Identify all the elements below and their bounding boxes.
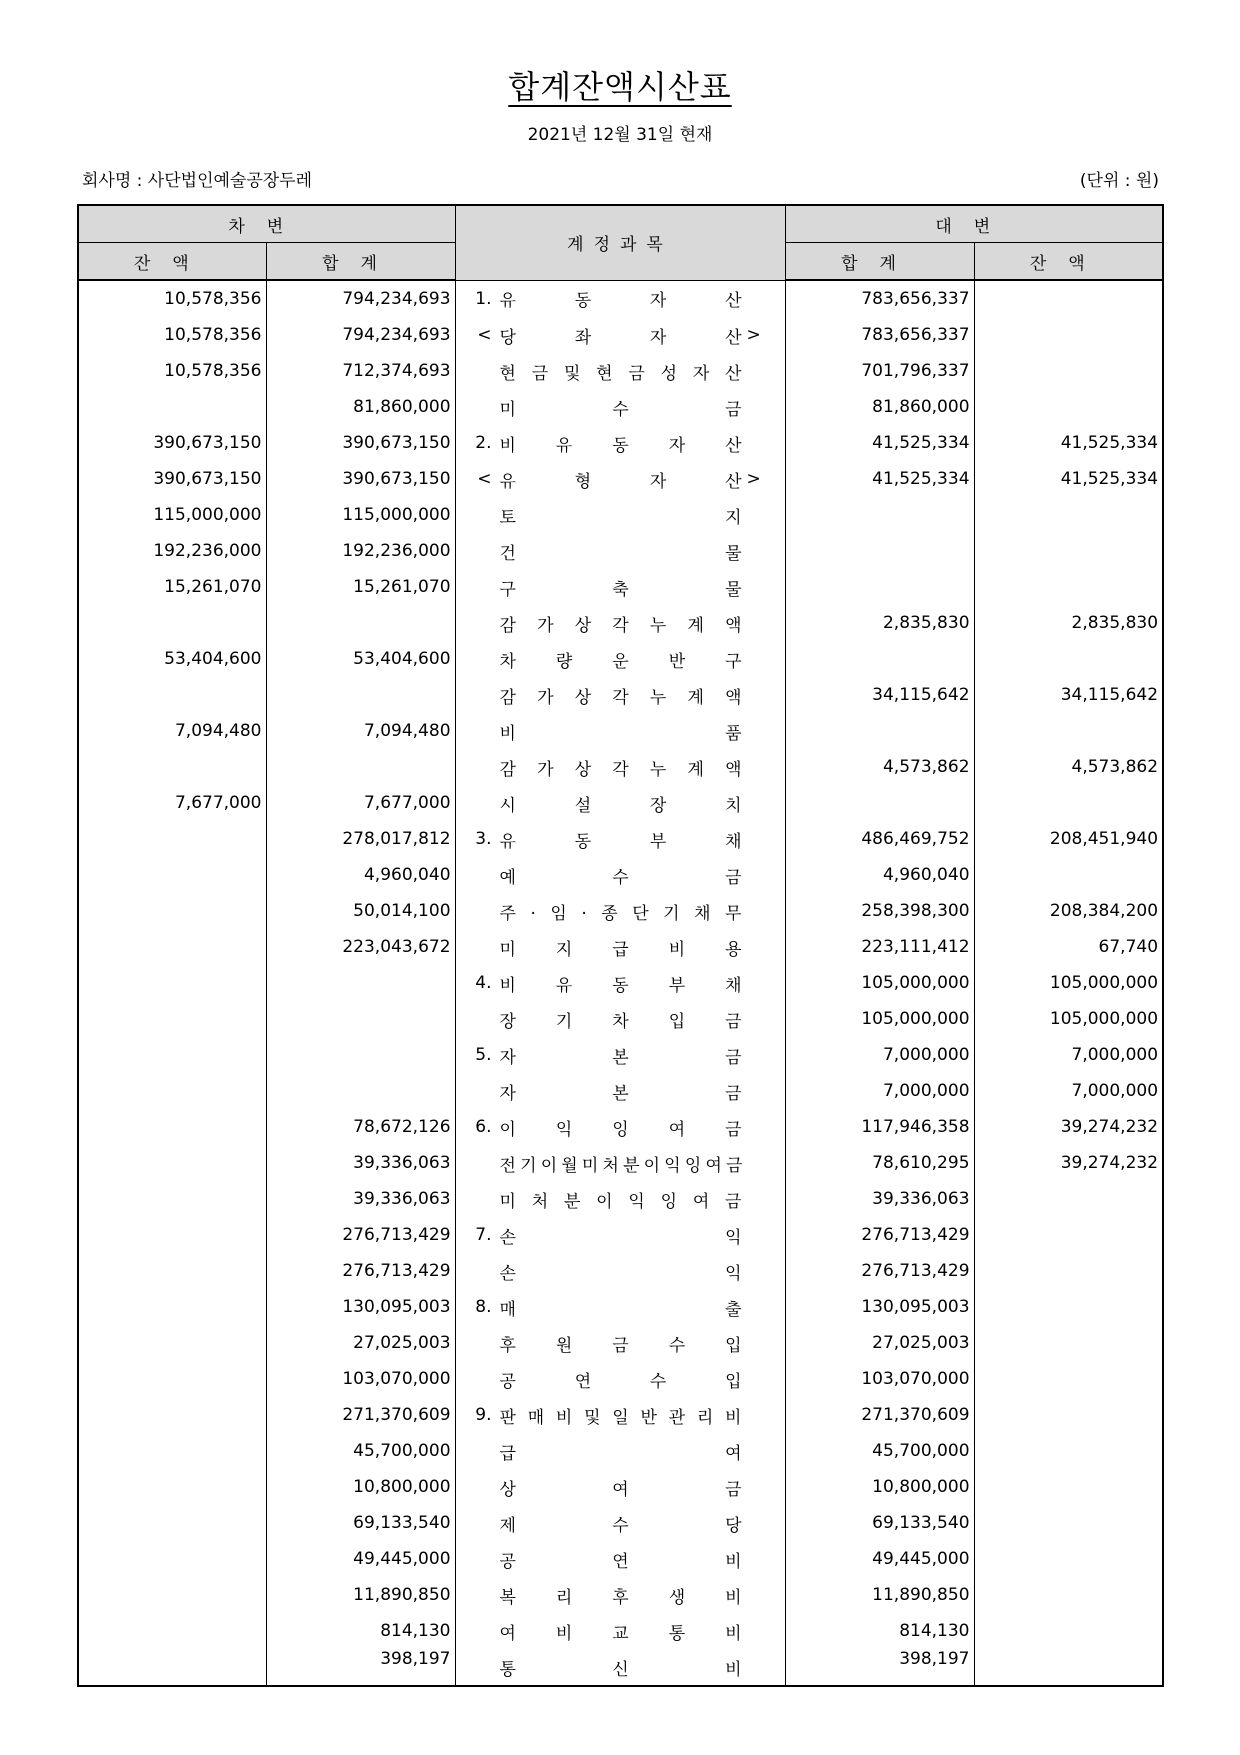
debit-balance-cell: 115,000,000 [78, 497, 266, 533]
debit-balance-cell [78, 1181, 266, 1217]
debit-total-cell: 390,673,150 [266, 461, 455, 497]
credit-balance-cell [974, 1649, 1163, 1686]
credit-total-cell [785, 641, 974, 677]
account-name: 차 량 운 반 구 [499, 651, 742, 672]
credit-total-cell: 4,960,040 [785, 857, 974, 893]
account-cell [455, 785, 785, 821]
credit-total-cell: 81,860,000 [785, 389, 974, 425]
debit-total-cell: 794,234,693 [266, 317, 455, 353]
account-name: 전 기 이 월 미 처 분 이 익 잉 여 금 [499, 1155, 742, 1176]
table-row [78, 389, 1163, 425]
debit-balance-cell [78, 389, 266, 425]
account-name: 구 축 물 [499, 579, 742, 600]
credit-balance-cell [974, 533, 1163, 569]
credit-total-cell: 486,469,752 [785, 821, 974, 857]
debit-total-cell: 7,677,000 [266, 785, 455, 821]
credit-total-cell: 4,573,862 [785, 749, 974, 785]
table-row [78, 1361, 1163, 1397]
credit-balance-cell: 208,384,200 [974, 893, 1163, 929]
company-name: 회사명 : 사단법인예술공장두레 [82, 171, 313, 191]
account-cell [455, 317, 785, 353]
credit-total-cell: 223,111,412 [785, 929, 974, 965]
debit-balance-cell [78, 1505, 266, 1541]
debit-total-cell: 53,404,600 [266, 641, 455, 677]
credit-balance-cell [974, 1289, 1163, 1325]
credit-balance-cell [974, 280, 1163, 317]
table-row [78, 533, 1163, 569]
debit-balance-cell [78, 1613, 266, 1649]
credit-total-cell [785, 569, 974, 605]
account-name: 자 본 금 [499, 1083, 742, 1104]
debit-balance-cell: 10,578,356 [78, 353, 266, 389]
credit-balance-cell [974, 1181, 1163, 1217]
debit-balance-cell [78, 1253, 266, 1289]
table-row [78, 857, 1163, 893]
currency-unit: (단위 : 원) [1079, 171, 1159, 191]
debit-balance-cell [78, 749, 266, 785]
credit-total-cell: 49,445,000 [785, 1541, 974, 1577]
table-row [78, 1541, 1163, 1577]
debit-total-cell [266, 749, 455, 785]
account-cell [455, 641, 785, 677]
account-name: 매 출 [499, 1299, 742, 1320]
account-cell [455, 533, 785, 569]
account-cell [455, 605, 785, 641]
debit-balance-cell: 10,578,356 [78, 317, 266, 353]
debit-total-cell: 271,370,609 [266, 1397, 455, 1433]
account-prefix: 9. [475, 1405, 492, 1425]
debit-balance-cell [78, 1433, 266, 1469]
account-name: 당 좌 자 산 [499, 327, 742, 348]
account-prefix: 4. [475, 973, 492, 993]
account-cell [455, 1037, 785, 1073]
credit-balance-cell: 2,835,830 [974, 605, 1163, 641]
account-cell [455, 1397, 785, 1433]
account-prefix: < [477, 469, 492, 489]
debit-total-cell: 103,070,000 [266, 1361, 455, 1397]
credit-total-cell: 7,000,000 [785, 1037, 974, 1073]
credit-total-cell: 2,835,830 [785, 605, 974, 641]
account-name: 미 수 금 [499, 399, 742, 420]
credit-total-cell: 814,130 [785, 1613, 974, 1649]
debit-total-cell [266, 965, 455, 1001]
debit-total-header: 합계 [266, 243, 455, 281]
credit-total-cell [785, 497, 974, 533]
debit-balance-cell [78, 1541, 266, 1577]
table-row [78, 569, 1163, 605]
credit-balance-cell [974, 1433, 1163, 1469]
account-cell [455, 1433, 785, 1469]
debit-balance-cell [78, 965, 266, 1001]
debit-total-cell: 39,336,063 [266, 1181, 455, 1217]
account-name: 판 매 비 및 일 반 관 리 비 [499, 1407, 742, 1428]
debit-balance-cell: 53,404,600 [78, 641, 266, 677]
account-prefix: 7. [475, 1225, 492, 1245]
debit-total-cell: 81,860,000 [266, 389, 455, 425]
account-cell [455, 857, 785, 893]
table-row [78, 1397, 1163, 1433]
account-cell [455, 1505, 785, 1541]
account-name: 주 . 임 . 종 단 기 채 무 [499, 898, 742, 924]
table-row [78, 641, 1163, 677]
credit-balance-cell [974, 1325, 1163, 1361]
debit-total-cell [266, 1037, 455, 1073]
debit-total-cell: 115,000,000 [266, 497, 455, 533]
debit-balance-cell: 390,673,150 [78, 461, 266, 497]
debit-total-cell [266, 677, 455, 713]
table-row [78, 929, 1163, 965]
credit-balance-cell [974, 497, 1163, 533]
credit-total-cell: 41,525,334 [785, 461, 974, 497]
debit-balance-cell [78, 605, 266, 641]
credit-total-header: 합계 [785, 243, 974, 281]
debit-balance-cell [78, 1217, 266, 1253]
account-name: 현 금 및 현 금 성 자 산 [499, 363, 742, 384]
debit-total-cell: 390,673,150 [266, 425, 455, 461]
account-name: 급 여 [499, 1443, 742, 1464]
debit-total-cell: 69,133,540 [266, 1505, 455, 1541]
debit-total-cell: 49,445,000 [266, 1541, 455, 1577]
table-row [78, 1109, 1163, 1145]
account-cell [455, 1469, 785, 1505]
debit-balance-cell [78, 1001, 266, 1037]
account-cell [455, 1289, 785, 1325]
credit-balance-cell: 105,000,000 [974, 1001, 1163, 1037]
account-name: 상 여 금 [499, 1479, 742, 1500]
credit-balance-cell [974, 713, 1163, 749]
debit-balance-cell [78, 1577, 266, 1613]
credit-balance-cell [974, 1217, 1163, 1253]
account-cell [455, 749, 785, 785]
account-suffix: > [746, 469, 761, 489]
credit-balance-cell [974, 317, 1163, 353]
account-cell [455, 821, 785, 857]
table-row [78, 1181, 1163, 1217]
credit-total-cell: 39,336,063 [785, 1181, 974, 1217]
account-cell [455, 1541, 785, 1577]
debit-balance-cell [78, 929, 266, 965]
credit-total-cell: 45,700,000 [785, 1433, 974, 1469]
credit-balance-cell: 67,740 [974, 929, 1163, 965]
account-cell [455, 389, 785, 425]
account-name: 통 신 비 [499, 1659, 742, 1680]
account-cell [455, 280, 785, 317]
table-row [78, 1649, 1163, 1686]
account-name: 손 익 [499, 1263, 742, 1284]
credit-balance-cell [974, 1397, 1163, 1433]
debit-balance-cell: 192,236,000 [78, 533, 266, 569]
credit-balance-cell: 34,115,642 [974, 677, 1163, 713]
table-row [78, 1253, 1163, 1289]
debit-balance-cell [78, 893, 266, 929]
debit-total-cell: 39,336,063 [266, 1145, 455, 1181]
account-cell [455, 1325, 785, 1361]
account-cell [455, 353, 785, 389]
account-name: 감 가 상 각 누 계 액 [499, 615, 742, 636]
debit-balance-cell [78, 821, 266, 857]
table-row [78, 1289, 1163, 1325]
credit-total-cell: 78,610,295 [785, 1145, 974, 1181]
account-name: 토 지 [499, 507, 742, 528]
debit-total-cell: 398,197 [266, 1649, 455, 1686]
table-row [78, 1613, 1163, 1649]
trial-balance-table [77, 204, 1164, 1687]
account-cell [455, 497, 785, 533]
account-name: 비 품 [499, 723, 742, 744]
debit-total-cell: 223,043,672 [266, 929, 455, 965]
credit-total-cell: 11,890,850 [785, 1577, 974, 1613]
table-row [78, 893, 1163, 929]
account-name: 손 익 [499, 1227, 742, 1248]
debit-balance-cell: 15,261,070 [78, 569, 266, 605]
account-cell [455, 1073, 785, 1109]
table-row [78, 965, 1163, 1001]
table-row [78, 749, 1163, 785]
credit-total-cell: 130,095,003 [785, 1289, 974, 1325]
account-cell [455, 713, 785, 749]
credit-balance-cell: 4,573,862 [974, 749, 1163, 785]
credit-total-cell [785, 785, 974, 821]
credit-balance-cell [974, 1541, 1163, 1577]
account-cell [455, 1649, 785, 1686]
account-prefix: < [477, 325, 492, 345]
account-name: 감 가 상 각 누 계 액 [499, 687, 742, 708]
debit-header: 차변 [78, 205, 455, 243]
account-name: 유 동 부 채 [499, 831, 742, 852]
credit-balance-header: 잔액 [974, 243, 1163, 281]
debit-total-cell [266, 1001, 455, 1037]
account-name: 공 연 수 입 [499, 1371, 742, 1392]
account-name: 복 리 후 생 비 [499, 1587, 742, 1608]
credit-total-cell: 27,025,003 [785, 1325, 974, 1361]
credit-total-cell: 41,525,334 [785, 425, 974, 461]
account-cell [455, 965, 785, 1001]
table-row [78, 785, 1163, 821]
debit-total-cell: 11,890,850 [266, 1577, 455, 1613]
table-row [78, 1145, 1163, 1181]
debit-total-cell: 276,713,429 [266, 1253, 455, 1289]
debit-balance-cell: 390,673,150 [78, 425, 266, 461]
credit-balance-cell [974, 857, 1163, 893]
table-row [78, 497, 1163, 533]
account-name: 이 익 잉 여 금 [499, 1119, 742, 1140]
credit-balance-cell: 41,525,334 [974, 425, 1163, 461]
account-name: 자 본 금 [499, 1047, 742, 1068]
table-row [78, 1577, 1163, 1613]
debit-balance-cell: 7,677,000 [78, 785, 266, 821]
debit-total-cell [266, 605, 455, 641]
table-row [78, 1325, 1163, 1361]
debit-balance-cell [78, 1397, 266, 1433]
table-row [78, 1217, 1163, 1253]
credit-balance-cell [974, 1613, 1163, 1649]
credit-total-cell: 34,115,642 [785, 677, 974, 713]
credit-balance-cell: 41,525,334 [974, 461, 1163, 497]
table-body [78, 280, 1163, 1686]
page-title: 합계잔액시산표 [508, 68, 732, 106]
credit-total-cell: 276,713,429 [785, 1217, 974, 1253]
debit-balance-header: 잔액 [78, 243, 266, 281]
account-prefix: 8. [475, 1297, 492, 1317]
credit-balance-cell [974, 353, 1163, 389]
debit-balance-cell: 10,578,356 [78, 280, 266, 317]
debit-total-cell: 7,094,480 [266, 713, 455, 749]
credit-total-cell: 258,398,300 [785, 893, 974, 929]
credit-balance-cell [974, 785, 1163, 821]
credit-balance-cell [974, 1469, 1163, 1505]
credit-total-cell: 7,000,000 [785, 1073, 974, 1109]
credit-total-cell: 701,796,337 [785, 353, 974, 389]
credit-total-cell: 103,070,000 [785, 1361, 974, 1397]
table-row [78, 280, 1163, 317]
debit-balance-cell [78, 857, 266, 893]
credit-balance-cell [974, 1253, 1163, 1289]
debit-total-cell: 27,025,003 [266, 1325, 455, 1361]
credit-total-cell: 69,133,540 [785, 1505, 974, 1541]
debit-total-cell: 814,130 [266, 1613, 455, 1649]
credit-total-cell: 105,000,000 [785, 965, 974, 1001]
account-cell [455, 893, 785, 929]
account-cell [455, 425, 785, 461]
table-row [78, 1505, 1163, 1541]
debit-total-cell: 78,672,126 [266, 1109, 455, 1145]
debit-total-cell: 276,713,429 [266, 1217, 455, 1253]
table-row [78, 1469, 1163, 1505]
account-name: 유 형 자 산 [499, 471, 742, 492]
account-name: 장 기 차 입 금 [499, 1011, 742, 1032]
account-prefix: 2. [475, 433, 492, 453]
credit-balance-cell [974, 569, 1163, 605]
account-name: 건 물 [499, 543, 742, 564]
credit-balance-cell: 39,274,232 [974, 1109, 1163, 1145]
account-prefix: 3. [475, 829, 492, 849]
account-cell [455, 1253, 785, 1289]
debit-total-cell: 192,236,000 [266, 533, 455, 569]
credit-header: 대변 [785, 205, 1163, 243]
account-cell [455, 1145, 785, 1181]
credit-balance-cell: 7,000,000 [974, 1037, 1163, 1073]
credit-total-cell: 10,800,000 [785, 1469, 974, 1505]
account-prefix: 6. [475, 1117, 492, 1137]
credit-balance-cell [974, 1577, 1163, 1613]
account-prefix: 5. [475, 1045, 492, 1065]
table-row [78, 821, 1163, 857]
debit-total-cell: 45,700,000 [266, 1433, 455, 1469]
credit-balance-cell: 105,000,000 [974, 965, 1163, 1001]
credit-total-cell [785, 713, 974, 749]
debit-balance-cell [78, 1289, 266, 1325]
account-name: 여 비 교 통 비 [499, 1623, 742, 1644]
account-name: 미 지 급 비 용 [499, 939, 742, 960]
credit-total-cell: 117,946,358 [785, 1109, 974, 1145]
debit-balance-cell [78, 1361, 266, 1397]
credit-total-cell: 271,370,609 [785, 1397, 974, 1433]
table-row [78, 1037, 1163, 1073]
table-row [78, 425, 1163, 461]
debit-total-cell [266, 1073, 455, 1109]
credit-total-cell: 783,656,337 [785, 317, 974, 353]
debit-total-cell: 10,800,000 [266, 1469, 455, 1505]
table-row [78, 317, 1163, 353]
credit-total-cell [785, 533, 974, 569]
account-name: 비 유 동 자 산 [499, 435, 742, 456]
debit-total-cell: 50,014,100 [266, 893, 455, 929]
credit-balance-cell: 7,000,000 [974, 1073, 1163, 1109]
credit-total-cell: 276,713,429 [785, 1253, 974, 1289]
debit-balance-cell [78, 1073, 266, 1109]
account-cell [455, 1613, 785, 1649]
account-cell [455, 1361, 785, 1397]
account-name: 유 동 자 산 [499, 291, 742, 312]
report-date: 2021년 12월 31일 현재 [527, 125, 713, 145]
debit-total-cell: 130,095,003 [266, 1289, 455, 1325]
debit-balance-cell [78, 1037, 266, 1073]
account-name: 공 연 비 [499, 1551, 742, 1572]
credit-balance-cell [974, 1361, 1163, 1397]
credit-total-cell: 783,656,337 [785, 280, 974, 317]
account-name: 미 처 분 이 익 잉 여 금 [499, 1191, 742, 1212]
account-cell [455, 461, 785, 497]
debit-total-cell: 794,234,693 [266, 280, 455, 317]
debit-total-cell: 278,017,812 [266, 821, 455, 857]
account-name: 감 가 상 각 누 계 액 [499, 759, 742, 780]
table-row [78, 1001, 1163, 1037]
account-cell [455, 1109, 785, 1145]
account-name: 예 수 금 [499, 867, 742, 888]
credit-total-cell: 105,000,000 [785, 1001, 974, 1037]
account-cell [455, 1217, 785, 1253]
credit-balance-cell: 39,274,232 [974, 1145, 1163, 1181]
credit-balance-cell [974, 641, 1163, 677]
credit-balance-cell [974, 1505, 1163, 1541]
account-suffix: > [746, 325, 761, 345]
account-cell [455, 569, 785, 605]
table-row [78, 605, 1163, 641]
debit-balance-cell [78, 1325, 266, 1361]
debit-total-cell: 4,960,040 [266, 857, 455, 893]
account-header: 계정과목 [455, 205, 785, 280]
credit-total-cell: 398,197 [785, 1649, 974, 1686]
account-name: 후 원 금 수 입 [499, 1335, 742, 1356]
table-row [78, 353, 1163, 389]
debit-balance-cell [78, 1469, 266, 1505]
table-row [78, 1073, 1163, 1109]
account-name: 시 설 장 치 [499, 795, 742, 816]
account-cell [455, 1001, 785, 1037]
credit-balance-cell [974, 389, 1163, 425]
table-row [78, 1433, 1163, 1469]
debit-balance-cell [78, 1145, 266, 1181]
debit-total-cell: 15,261,070 [266, 569, 455, 605]
debit-balance-cell [78, 1649, 266, 1686]
account-prefix: 1. [475, 288, 492, 309]
debit-total-cell: 712,374,693 [266, 353, 455, 389]
credit-balance-cell: 208,451,940 [974, 821, 1163, 857]
account-cell [455, 929, 785, 965]
account-cell [455, 1181, 785, 1217]
account-cell [455, 1577, 785, 1613]
debit-balance-cell: 7,094,480 [78, 713, 266, 749]
debit-balance-cell [78, 677, 266, 713]
debit-balance-cell [78, 1109, 266, 1145]
account-name: 비 유 동 부 채 [499, 975, 742, 996]
account-name: 제 수 당 [499, 1515, 742, 1536]
table-row [78, 461, 1163, 497]
table-row [78, 713, 1163, 749]
account-cell [455, 677, 785, 713]
table-row [78, 677, 1163, 713]
